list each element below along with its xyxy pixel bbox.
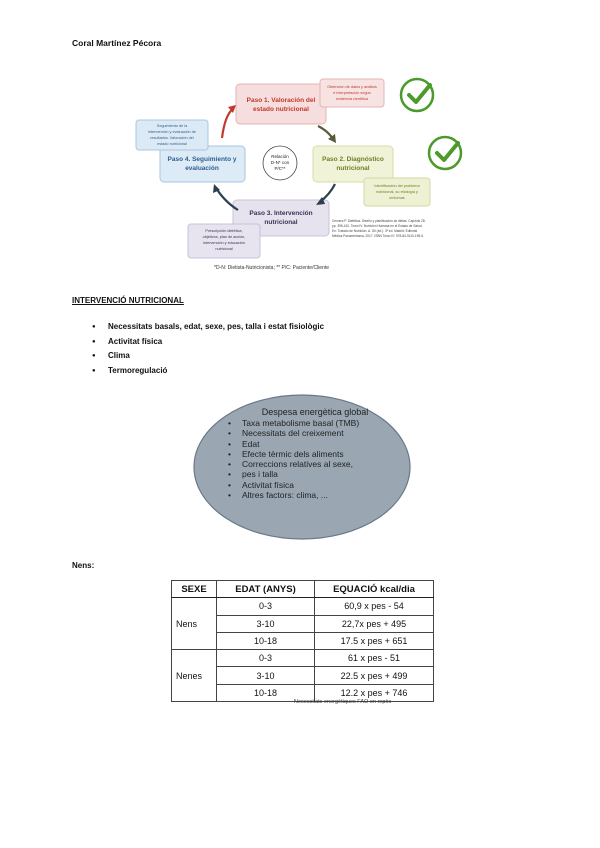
sex-cell: Nenes xyxy=(172,650,217,702)
note4-line1: Seguimiento de la xyxy=(156,124,188,128)
note4-line4: estado nutricional xyxy=(157,142,187,146)
equation-cell: 60,9 x pes - 54 xyxy=(315,598,434,615)
note3-line1: Prescripción dietética, xyxy=(205,229,243,233)
center-line3: P/C** xyxy=(274,166,286,171)
list-item: • Activitat física xyxy=(228,480,398,490)
step2-line1: Paso 2. Diagnóstico xyxy=(322,156,384,163)
table-row xyxy=(172,650,434,667)
table-source: Necessitats energètiques FAO en repòs xyxy=(294,699,392,705)
table-header-row xyxy=(172,581,434,598)
note2-line2: nutricional, su etiología y xyxy=(376,190,418,194)
nens-label: Nens: xyxy=(72,561,95,570)
list-item: • Taxa metabolisme basal (TMB) xyxy=(228,418,398,428)
note3-line3: intervención y educación xyxy=(203,241,245,245)
center-line2: D-N* con xyxy=(270,160,290,165)
header-equacio: EQUACIÓ kcal/dia xyxy=(315,581,434,598)
step2-line2: nutricional xyxy=(336,165,370,172)
list-item-continued: • pes i talla xyxy=(228,469,398,479)
arrow-4-to-1 xyxy=(222,108,234,138)
reference-line2: pp. 395-410. Tomo IV. Nutrición Humana en el Estado de Salud. xyxy=(332,224,423,228)
note4-line3: resultados. Valoración del xyxy=(150,136,194,140)
note2-line3: síntomas xyxy=(389,196,405,200)
equation-cell: 22,7x pes + 495 xyxy=(315,615,434,632)
diagram-footnote: *D-N: Dietista-Nutricionista; ** P/C: Paciente/Cliente xyxy=(214,265,330,271)
table-row xyxy=(172,598,434,615)
note1-line3: evidencia científica xyxy=(335,97,369,101)
age-cell: 0-3 xyxy=(217,650,315,667)
sex-cell: Nens xyxy=(172,598,217,650)
age-cell: 3-10 xyxy=(217,615,315,632)
list-item: • Necessitats del creixement xyxy=(228,428,398,438)
header-sexe: SEXE xyxy=(172,581,217,598)
step2-box xyxy=(313,146,393,182)
equation-cell: 17.5 x pes + 651 xyxy=(315,632,434,649)
step3-line1: Paso 3. Intervención xyxy=(249,210,313,217)
equation-cell: 12.2 x pes + 746 xyxy=(315,684,434,701)
list-item: ● Clima xyxy=(92,349,324,364)
list-item: • Correccions relatives al sexe, xyxy=(228,459,398,469)
nutrition-process-diagram xyxy=(130,76,470,276)
check-icon xyxy=(429,137,461,169)
reference-line1: Cervera P. Dietética. Diseño y planificación de dietas. Capítulo 28. xyxy=(332,219,426,223)
reference-line3: En: Tratado de Nutrición. A. Gil (ed.). 3ª ed. Madrid: Editorial xyxy=(332,229,418,233)
ellipse-title: Despesa energètica global xyxy=(261,407,369,417)
section-title: INTERVENCIÓ NUTRICIONAL xyxy=(72,296,184,305)
list-item: ● Activitat física xyxy=(92,335,324,350)
step4-box xyxy=(160,146,245,182)
header-edat: EDAT (ANYS) xyxy=(217,581,315,598)
step1-box xyxy=(236,84,326,124)
center-line1: Relación xyxy=(271,154,289,159)
note3-line4: nutricional xyxy=(215,247,233,251)
factors-list xyxy=(92,320,324,378)
note1-line2: e interpretación según xyxy=(333,91,371,95)
age-cell: 10-18 xyxy=(217,632,315,649)
list-item: • Edat xyxy=(228,439,398,449)
note4-line2: intervención y evaluación de xyxy=(148,130,196,134)
energy-equation-table xyxy=(171,580,434,702)
note1-line1: Obtención de datos y análisis xyxy=(327,85,377,89)
equation-cell: 61 x pes - 51 xyxy=(315,650,434,667)
author-name: Coral Martínez Pécora xyxy=(72,38,162,48)
age-cell: 3-10 xyxy=(217,667,315,684)
arrow-3-to-4 xyxy=(216,188,238,210)
check-icon xyxy=(401,79,433,111)
list-item: • Efecte tèrmic dels aliments xyxy=(228,449,398,459)
step4-line1: Paso 4. Seguimiento y xyxy=(167,156,237,163)
equation-cell: 22.5 x pes + 499 xyxy=(315,667,434,684)
age-cell: 0-3 xyxy=(217,598,315,615)
note2-line1: Identificación del problema xyxy=(374,184,420,188)
note3-line2: objetivos, plan de acción, xyxy=(202,235,246,239)
step4-line2: evaluación xyxy=(185,165,219,172)
step3-line2: nutricional xyxy=(264,219,298,226)
step1-line1: Paso 1. Valoración del xyxy=(246,97,316,104)
ellipse-list xyxy=(228,418,398,500)
list-item: • Altres factors: clima, ... xyxy=(228,490,398,500)
age-cell: 10-18 xyxy=(217,684,315,701)
reference-line4: Médica Panamericana, 2017. ISBN Tomo IV: 978-84-9110-195-5. xyxy=(332,234,424,238)
step1-line2: estado nutricional xyxy=(253,106,309,113)
list-item: ● Termoregulació xyxy=(92,364,324,379)
list-item: ● Necessitats basals, edat, sexe, pes, talla i estat fisiològic xyxy=(92,320,324,335)
energy-ellipse-text xyxy=(228,407,398,500)
